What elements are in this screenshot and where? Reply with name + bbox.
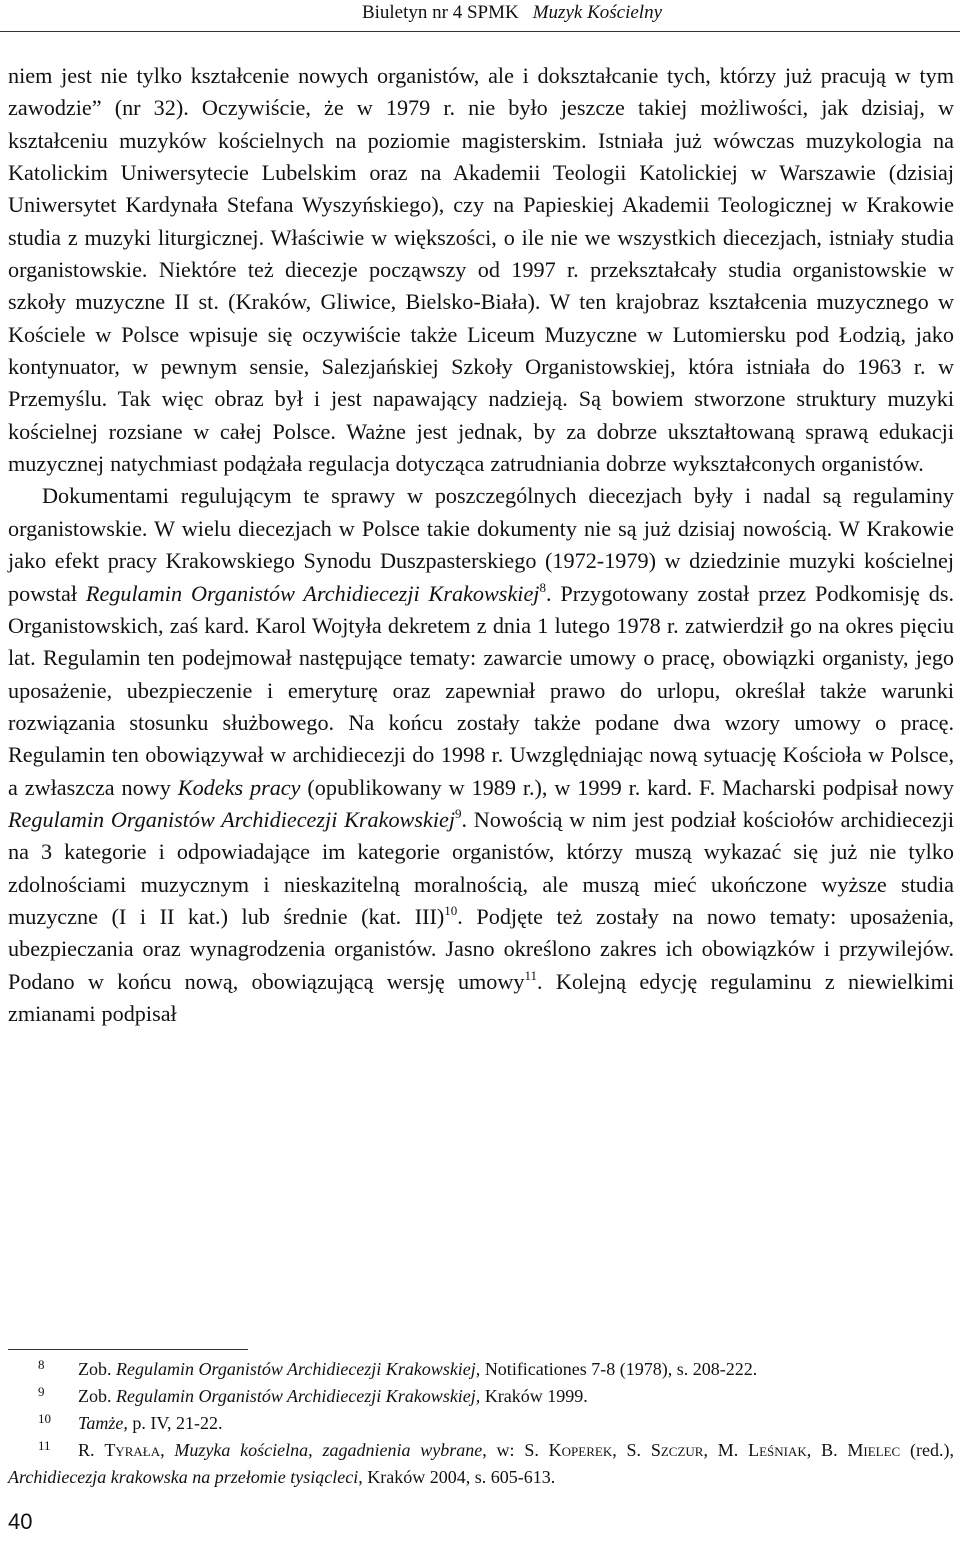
text-run: . Nowością w nim jest podział kościołów archidiecezji na 3 kategorie i odpowiadające im kategorie organistów, którzy muszą wykazać się już nie tylko zdolnościami muzycznym i nieskazitelną moralnością, ale muszą mieć ukończone wyższe studia muzyczne (I i II kat.) lub średnie (kat. III) xyxy=(8,806,954,929)
footnote-11: 11 R. Tyrała, Muzyka kościelna, zagadnienia wybrane, w: S. Koperek, S. Szczur, M. Leśniak, B. Mielec (red.), Archidiecezja krakowska na przełomie tysiącleci, Kraków 2004, s. 605-613. xyxy=(8,1438,954,1487)
text-run: Dokumentami regulującym te sprawy w poszczególnych diecezjach były i nadal są regulaminy organistowskie. W wielu diecezjach w Polsce takie dokumenty nie są już dzisiaj nowością. W Krakowie jako efekt pracy Krakowskiego Synodu Duszpasterskiego (1972-1979) w dziedzinie muzyki kościelnej powstał xyxy=(8,483,954,606)
footnote-ref: 11 xyxy=(524,967,538,983)
text-run: , M. xyxy=(703,1440,749,1460)
text-run: (red.), xyxy=(900,1440,954,1460)
text-run: . Przygotowany został przez Podkomisję ds. Organistowskich, zaś kard. Karol Wojtyła dekretem z dnia 1 lutego 1978 r. zatwierdził go na okres pięciu lat. Regulamin ten podejmował następujące tematy: zawarcie umowy o pracę, obowiązki organisty, jego uposażenie, ubezpieczenie i emeryturę oraz zapewniał prawo do urlopu, określał także warunki rozwiązania stosunku służbowego. Na końcu zostały także podane dwa wzory umowy o pracę. Regulamin ten obowiązywał w archidiecezji do 1998 r. Uwzględniając nową sytuację Kościoła w Polsce, a zwłaszcza nowy xyxy=(8,580,954,800)
footnote-ref: 9 xyxy=(455,805,462,821)
header-rule xyxy=(0,31,960,32)
italic-title: Archidiecezja krakowska na przełomie tysiącleci xyxy=(8,1467,359,1487)
italic-title: Regulamin Organistów Archidiecezji Krakowskiej, xyxy=(116,1386,481,1406)
footnote-ref: 10 xyxy=(444,902,458,918)
text-run: , xyxy=(160,1440,175,1460)
footnote-rule xyxy=(8,1349,248,1350)
text-run: niem jest nie tylko kształcenie nowych organistów, ale i dokształcanie tych, którzy już pracują w tym zawodzie” (nr 32). Oczywiście, że w 1979 r. nie było jeszcze takiej możliwości, jak dzisiaj, w kształceniu muzyków kościelnych na poziomie magisterskim. Istniała już wówczas muzykologia na Katolickim Uniwersytecie Lubelskim oraz na Akademii Teologii Katolickiej w Warszawie (dzisiaj Uniwersytet Kardynała Stefana Wyszyńskiego), czy na Papieskiej Akademii Teologicznej w Krakowie studia z muzyki liturgicznej. Właściwie w większości, o ile nie we wszystkich diecezjach, istniały studia organistowskie. Niektóre też diecezje począwszy od 1997 r. przekształcały studia organistowskie w szkoły muzyczne II st. (Kraków, Gliwice, Bielsko-Biała). W ten krajobraz kształcenia muzycznego w Kościele w Polsce wpisuje się oczywiście także Liceum Muzyczne w Lutomiersku pod Łodzią, jako kontynuator, w pewnym sensie, Salezjańskiej Szkoły Organistowskiej, która istniała do 1963 r. w Przemyślu. Tak więc obraz był i jest napawający nadzieją. Są bowiem stworzone struktury muzyki kościelnej rozsiane w całej Polsce. Ważne jest jednak, by za dobrze ukształtowaną sprawą edukacji muzycznej natychmiast podążała regulacja dotycząca zatrudniania dobrze wykształconych organistów. xyxy=(8,63,954,477)
footnote-ref: 8 xyxy=(539,579,546,595)
footnotes xyxy=(8,1356,954,1491)
text-run: Kraków 1999. xyxy=(480,1386,588,1406)
text-run: . Podjęte też zostały na nowo tematy: uposażenia, ubezpieczania oraz wynagrodzenia organistów. Jasno określono zakres ich obowiązków i przywilejów. Podano w końcu nową, obowiązującą wersję umowy xyxy=(8,903,954,994)
author-name: Tyrała xyxy=(104,1440,161,1460)
text-run: , p. IV, 21-22. xyxy=(123,1413,223,1433)
paragraph-2 xyxy=(8,480,954,1030)
page-number: 40 xyxy=(8,1509,33,1534)
text-run: , B. xyxy=(806,1440,848,1460)
footnote-10: 10 Tamże, p. IV, 21-22. xyxy=(38,1411,223,1433)
text-run: , Kraków 2004, s. 605-613. xyxy=(358,1467,556,1487)
author-name: Szczur xyxy=(650,1440,704,1460)
text-run: Notificationes 7-8 (1978), s. 208-222. xyxy=(480,1359,758,1379)
text-run: R. xyxy=(78,1440,105,1460)
footnote-8: 8 Zob. Regulamin Organistów Archidiecezji Krakowskiej, Notificationes 7-8 (1978), s. 208-222. xyxy=(38,1357,758,1379)
footnote-9: 9 Zob. Regulamin Organistów Archidiecezji Krakowskiej, Kraków 1999. xyxy=(38,1384,588,1406)
text-run: , S. xyxy=(612,1440,651,1460)
paragraph-1 xyxy=(8,60,954,480)
text-run: Zob. xyxy=(78,1359,116,1379)
italic-title: Regulamin Organistów Archidiecezji Krakowskiej xyxy=(8,806,456,832)
text-run: Zob. xyxy=(78,1386,116,1406)
journal-title: Biuletyn nr 4 SPMK xyxy=(361,2,519,23)
italic-title: Regulamin Organistów Archidiecezji Krakowskiej, xyxy=(116,1359,481,1379)
text-run: . Kolejną edycję regulaminu z niewielkimi zmianami podpisał xyxy=(8,968,954,1026)
author-name: Leśniak xyxy=(748,1440,807,1460)
body-text xyxy=(8,60,954,1030)
italic-title: Kodeks pracy xyxy=(177,774,301,800)
running-header xyxy=(362,0,662,30)
text-run: , w: S. xyxy=(482,1440,549,1460)
italic-title: Regulamin Organistów Archidiecezji Krakowskiej xyxy=(85,580,540,606)
text-run: (opublikowany w 1989 r.), w 1999 r. kard. F. Macharski podpisał nowy xyxy=(300,774,954,800)
section-title: Muzyk Kościelny xyxy=(532,2,662,23)
italic-title: Muzyka kościelna, zagadnienia wybrane xyxy=(174,1440,483,1460)
author-name: Koperek xyxy=(548,1440,613,1460)
italic-title: Tamże xyxy=(78,1413,124,1433)
author-name: Mielec xyxy=(847,1440,901,1460)
